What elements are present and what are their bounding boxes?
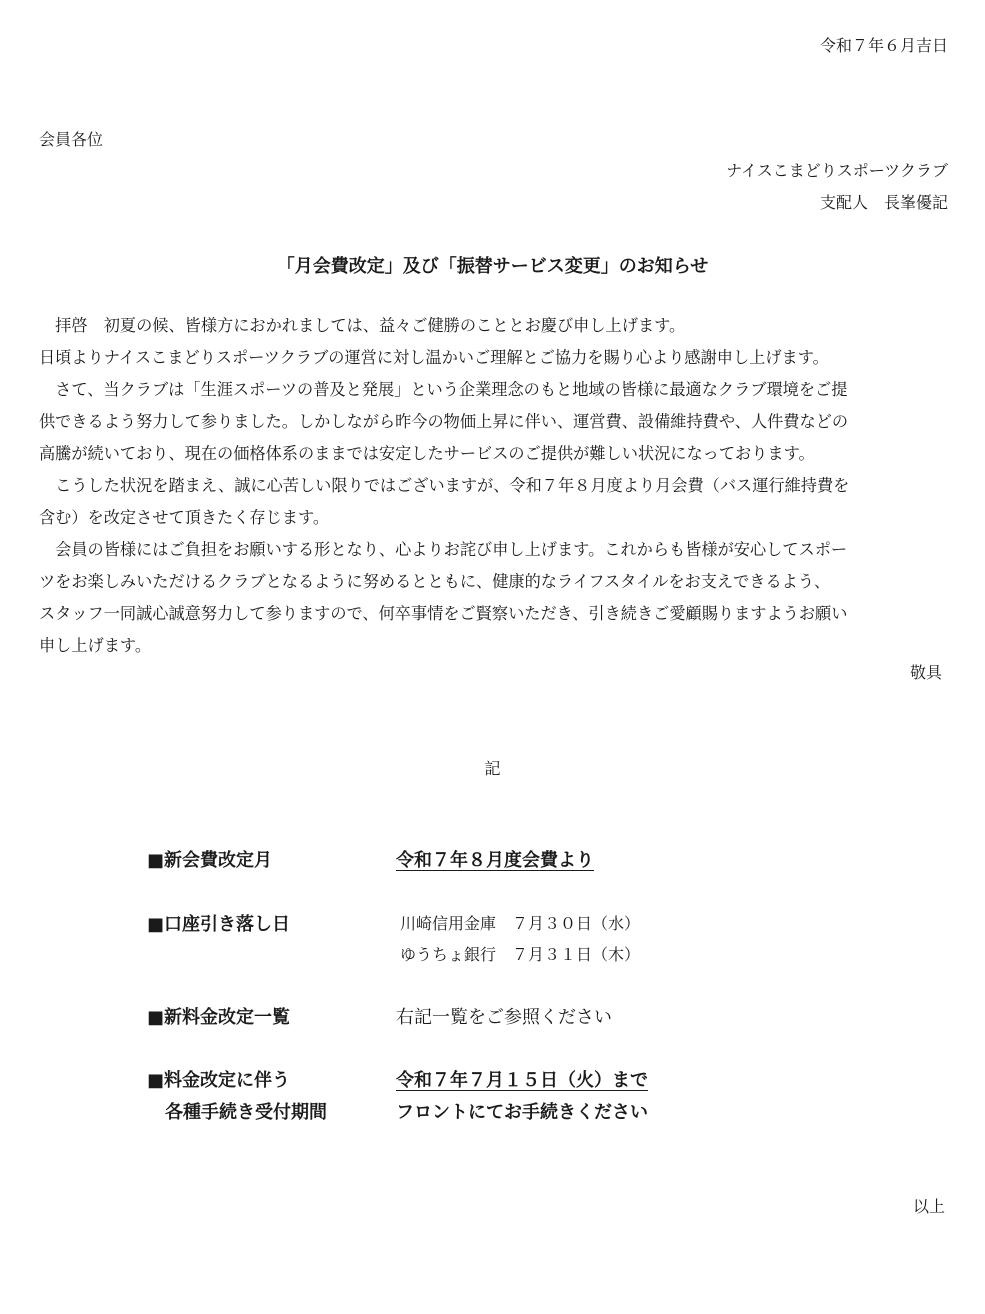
- body-line: さて、当クラブは「生涯スポーツの普及と発展」という企業理念のもと地域の皆様に最適なクラブ環境をご提: [39, 380, 848, 399]
- withdrawal-date-label: ■口座引き落し日: [147, 914, 291, 935]
- body-line: 会員の皆様にはご負担をお願いする形となり、心よりお詫び申し上げます。これからも皆様が安心してスポー: [39, 540, 848, 559]
- issue-date: 令和７年６月吉日: [819, 36, 948, 55]
- new-fee-month-value: 令和７年８月度会費より: [396, 850, 594, 871]
- signatory: 支配人 長峯優記: [819, 193, 948, 212]
- procedures-deadline: 令和７年７月１５日（火）まで: [396, 1070, 648, 1091]
- body-line: 供できるよう努力して参りました。しかしながら昨今の物価上昇に伴い、運営費、設備維持費や、人件費などの: [39, 412, 849, 431]
- body-line: こうした状況を踏まえ、誠に心苦しい限りではございますが、令和７年８月度より月会費（バス運行維持費を: [39, 476, 850, 495]
- closing-keigu: 敬具: [909, 663, 942, 682]
- body-line: 含む）を改定させて頂きたく存じます。: [39, 508, 330, 527]
- procedures-instruction: フロントにてお手続きください: [396, 1102, 648, 1123]
- recipient: 会員各位: [39, 130, 104, 149]
- new-fee-list-label: ■新料金改定一覧: [147, 1007, 291, 1028]
- body-line: 日頃よりナイスこまどりスポーツクラブの運営に対し温かいご理解とご協力を賜り心より感謝申し上げます。: [39, 348, 829, 367]
- procedures-label-line2: 各種手続き受付期間: [165, 1102, 327, 1123]
- body-line: ツをお楽しみいただけるクラブとなるように努めるとともに、健康的なライフスタイルをお支えできるよう、: [39, 572, 831, 591]
- new-fee-list-value: 右記一覧をご参照ください: [396, 1007, 612, 1028]
- organization-name: ナイスこまどりスポーツクラブ: [726, 161, 948, 180]
- body-line: スタッフ一同誠心誠意努力して参りますので、何卒事情をご賢察いただき、引き続きご愛顧賜りますようお願い: [39, 604, 848, 623]
- procedures-label-line1: ■料金改定に伴う: [147, 1070, 291, 1091]
- withdrawal-date-kawasaki: 川崎信用金庫 ７月３０日（水）: [400, 914, 641, 933]
- document-title: 「月会費改定」及び「振替サービス変更」のお知らせ: [276, 256, 709, 277]
- body-line: 高騰が続いており、現在の価格体系のままでは安定したサービスのご提供が難しい状況になっております。: [39, 444, 815, 463]
- body-line: 拝啓 初夏の候、皆様方におかれましては、益々ご健勝のこととお慶び申し上げます。: [39, 316, 686, 335]
- end-mark: 以上: [912, 1197, 945, 1216]
- withdrawal-date-yucho: ゆうちょ銀行 ７月３１日（木）: [400, 945, 641, 964]
- body-text: [39, 310, 951, 662]
- body-line: 申し上げます。: [39, 636, 152, 655]
- new-fee-month-label: ■新会費改定月: [147, 850, 273, 871]
- ki-heading: 記: [484, 759, 501, 778]
